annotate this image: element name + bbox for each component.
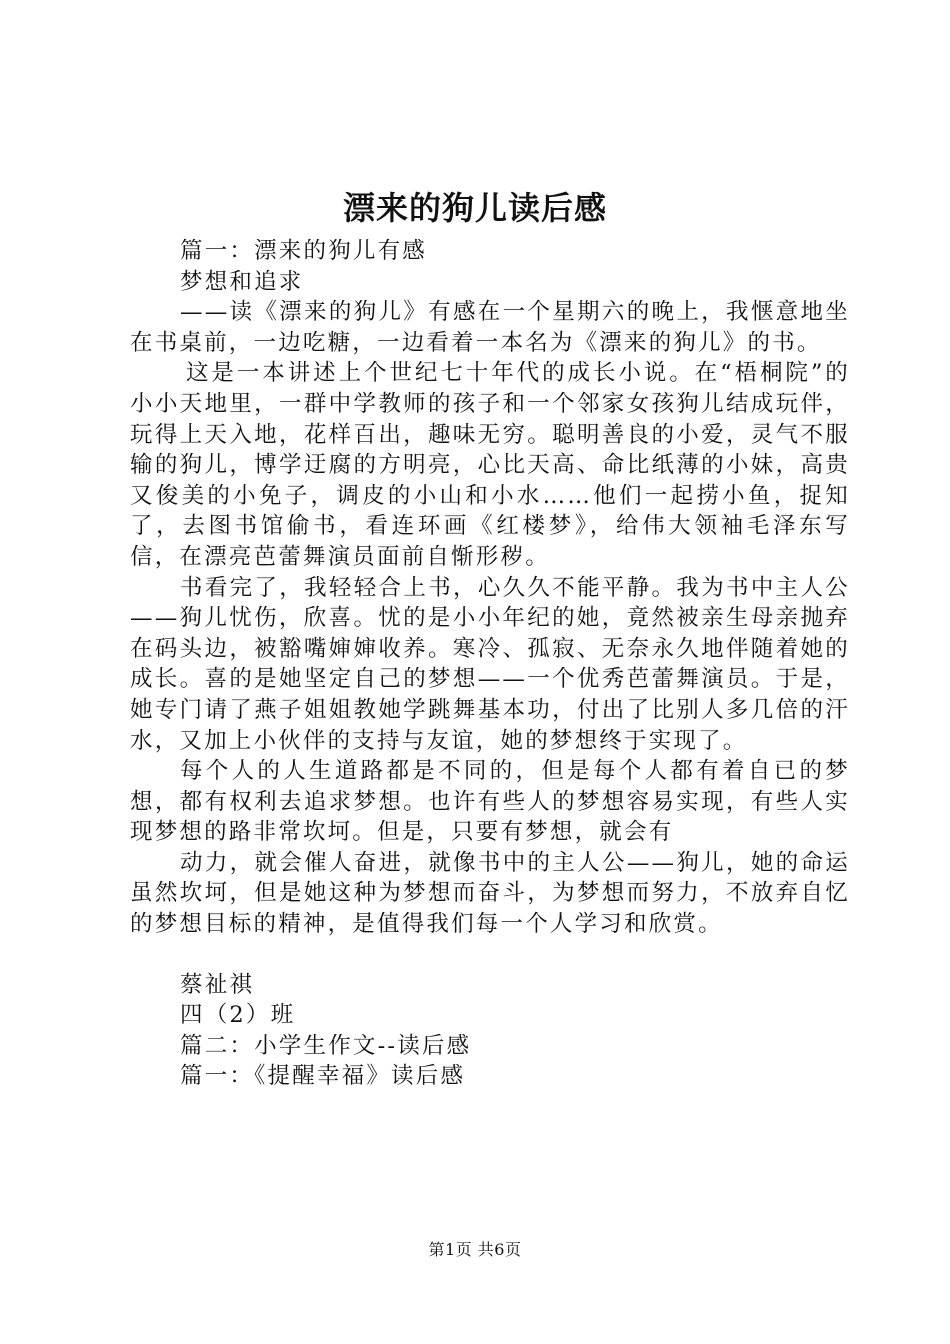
paragraph: 这是一本讲述上个世纪七十年代的成长小说。在“梧桐院”的小小天地里，一群中学教师的孩子和一个邻家女孩狗儿结成玩伴，玩得上天入地，花样百出，趣味无穷。聪明善良的小爱，灵气不服输的狗儿，博学迂腐的方明亮，心比天高、命比纸薄的小妹，高贵又俊美的小免子，调皮的小山和小水……他们一起捞小鱼，捉知了，去图书馆偷书，看连环画《红楼梦》，给伟大领袖毛泽东写信，在漂亮芭蕾舞演员面前自惭形秽。: [130, 360, 850, 570]
page-number: 第1页 共6页: [428, 1240, 522, 1259]
essay-title: 梦想和追求: [180, 268, 304, 295]
author-name: 蔡祉祺: [180, 971, 255, 998]
paragraph: 动力，就会催人奋进，就像书中的主人公——狗儿，她的命运虽然坎坷，但是她这种为梦想而奋斗，为梦想而努力，不放弃自忆的梦想目标的精神，是值得我们每一个人学习和欣赏。: [130, 849, 850, 938]
author-class: 四（2）班: [180, 1002, 296, 1029]
document-title: 漂来的狗儿读后感: [342, 189, 607, 227]
section-heading: 篇一：漂来的狗儿有感: [180, 238, 428, 264]
document-body: [130, 236, 850, 1092]
paragraph: 每个人的人生道路都是不同的，但是每个人都有着自已的梦想，都有权利去追求梦想。也许有些人的梦想容易实现，有些人实现梦想的路非常坎坷。但是，只要有梦想，就会有: [130, 758, 850, 846]
spacer: [130, 940, 850, 970]
section-heading: 篇二：小学生作文--读后感: [180, 1032, 472, 1059]
paragraph: ——读《漂来的狗儿》有感在一个星期六的晚上，我惬意地坐在书桌前，一边吃糖，一边看着一本名为《漂来的狗儿》的书。: [130, 299, 850, 356]
paragraph: 书看完了，我轻轻合上书，心久久不能平静。我为书中主人公——狗儿忧伤，欣喜。忧的是小小年纪的她，竟然被亲生母亲抛弃在码头边，被豁嘴婶婶收养。寒冷、孤寂、无奈永久地伴随着她的成长。喜的是她坚定自己的梦想——一个优秀芭蕾舞演员。于是，她专门请了燕子姐姐教她学跳舞基本功，付出了比别人多几倍的汗水，又加上小伙伴的支持与友谊，她的梦想终于实现了。: [130, 574, 850, 754]
section-heading: 篇一：《提醒幸福》读后感: [180, 1063, 466, 1090]
